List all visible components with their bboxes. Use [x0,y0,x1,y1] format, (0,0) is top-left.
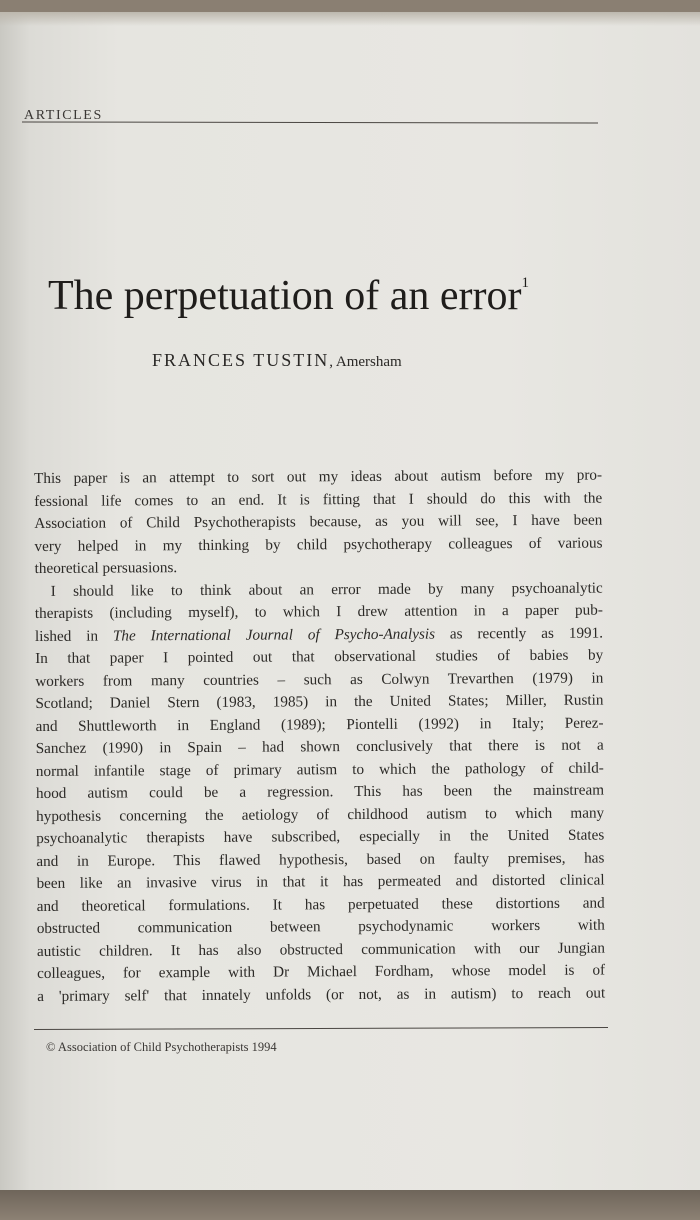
body-line: In that paper I pointed out that observational studies of babies by [35,646,604,667]
byline [152,350,402,371]
body-line: and in Europe. This flawed hypothesis, based on faulty premises, has [36,849,605,870]
body-line: Association of Child Psychotherapists because, as you will see, I have been [34,511,603,532]
body-line-italic-journal: lished in The International Journal of Psycho-Analysis as recently as 1991. [34,624,604,645]
body-line: fessional life comes to an end. It is fitting that I should do this with the [34,489,603,510]
author-location: , Amersham [329,354,402,370]
body-line: psychoanalytic therapists have subscribed, especially in the United States [36,826,605,847]
body-line: Sanchez (1990) in Spain – had shown conclusively that there is not a [35,736,604,757]
body-line: obstructed communication between psychodynamic workers with [36,916,605,937]
body-line: hood autism could be a regression. This has been the mainstream [35,781,605,802]
journal-name: The International Journal of Psycho-Analysis [112,625,436,645]
body-line: and theoretical formulations. It has perpetuated these distortions and [36,894,605,915]
article-body [34,465,605,1008]
body-line: colleagues, for example with Dr Michael Fordham, whose model is of [37,961,606,982]
body-line: been like an invasive virus in that it has permeated and distorted clinical [36,871,605,892]
body-line: therapists (including myself), to which I drew attention in a paper pub- [34,601,603,622]
body-line: I should like to think about an error made by many psychoanalytic [50,579,603,600]
body-line: theoretical persuasions. [34,559,178,577]
body-line: and Shuttleworth in England (1989); Piontelli (1992) in Italy; Perez- [35,714,604,735]
body-line: Scotland; Daniel Stern (1983, 1985) in the United States; Miller, Rustin [35,691,604,712]
article-title-text: The perpetuation of an error [48,273,522,319]
title-footnote-marker: 1 [521,275,529,291]
body-line: autistic children. It has also obstructed communication with our Jungian [36,939,605,960]
header-rule [22,121,598,123]
page-top-shadow [0,12,700,26]
author-name: FRANCES TUSTIN [152,350,330,370]
journal-page [0,12,700,1190]
copyright-notice: © Association of Child Psychotherapists 1994 [46,1040,277,1054]
article-title [48,258,529,321]
body-line: normal infantile stage of primary autism to which the pathology of child- [35,759,604,780]
body-line: a 'primary self' that innately unfolds (or not, as in autism) to reach out [37,984,606,1005]
table-surface [0,1190,700,1220]
body-line: workers from many countries – such as Colwyn Trevarthen (1979) in [35,669,604,690]
section-label: ARTICLES [24,108,103,123]
body-line: This paper is an attempt to sort out my ideas about autism before my pro- [34,466,603,487]
body-line: very helped in my thinking by child psychotherapy colleagues of various [34,534,603,555]
body-line: hypothesis concerning the aetiology of childhood autism to which many [36,804,605,825]
footer-rule [34,1027,608,1030]
